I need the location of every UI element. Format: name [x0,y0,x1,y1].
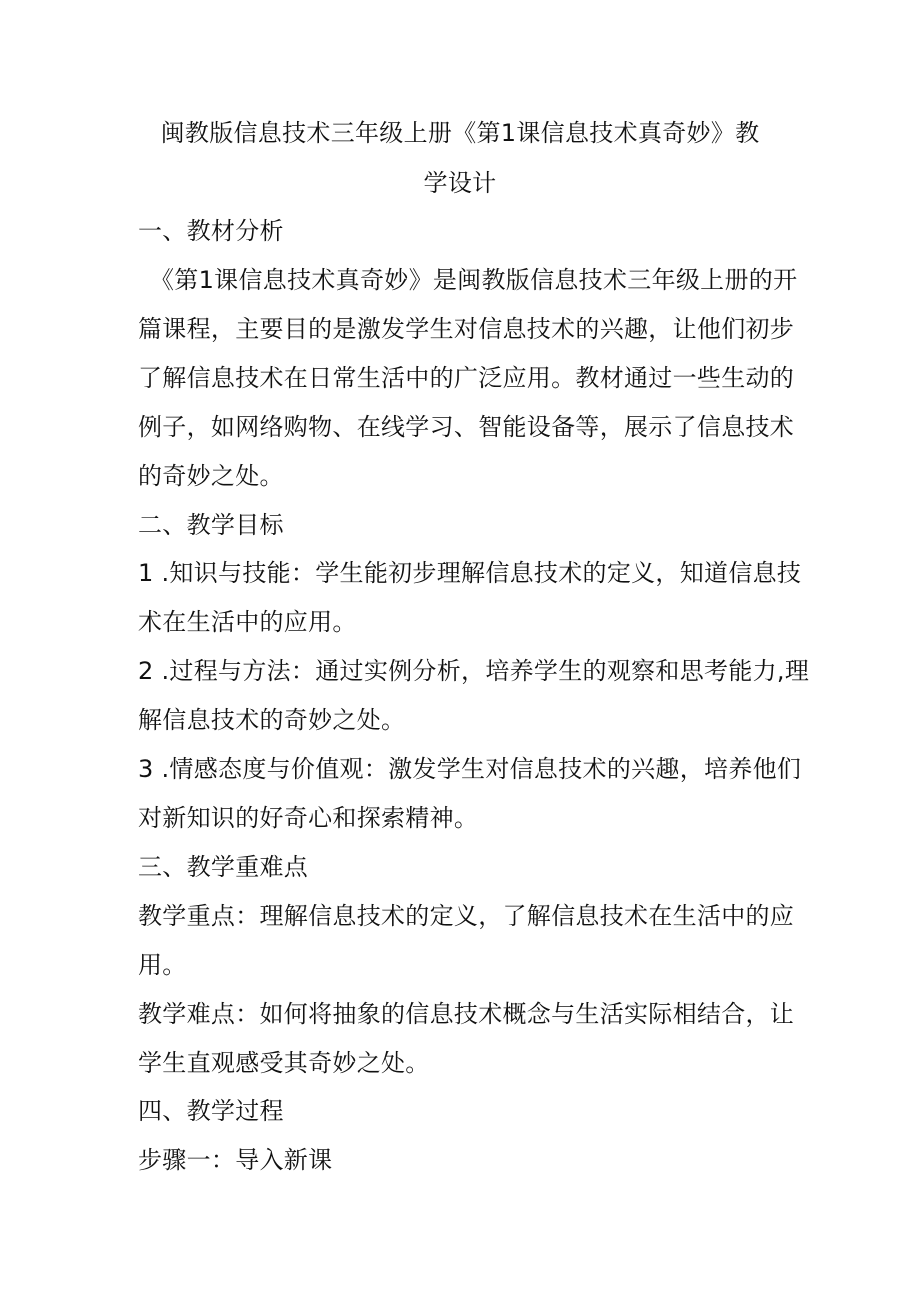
goal-item-line: 解信息技术的奇妙之处。 [138,706,406,734]
key-point-line: 教学重点：理解信息技术的定义，了解信息技术在生活中的应 [138,902,795,930]
paragraph-line: 篇课程，主要目的是激发学生对信息技术的兴趣，让他们初步 [138,315,795,343]
difficult-point-line: 学生直观感受其奇妙之处。 [138,1049,430,1077]
section-heading-teaching-process: 四、教学过程 [138,1097,284,1125]
document-title-line-2: 学设计 [423,169,497,197]
document-title-line-1: 闽教版信息技术三年级上册《第1课信息技术真奇妙》教 [160,119,760,147]
section-heading-teaching-goals: 二、教学目标 [138,511,284,539]
paragraph-line: 了解信息技术在日常生活中的广泛应用。教材通过一些生动的 [138,364,795,392]
step-heading: 步骤一：导入新课 [138,1146,333,1174]
key-point-line: 用。 [138,951,187,979]
goal-item-line: 2 .过程与方法：通过实例分析，培养学生的观察和思考能力,理 [138,657,810,685]
paragraph-line: 的奇妙之处。 [138,462,284,490]
goal-item-line: 3 .情感态度与价值观：激发学生对信息技术的兴趣，培养他们 [138,755,802,783]
paragraph-line: 《第1课信息技术真奇妙》是闽教版信息技术三年级上册的开 [150,266,798,294]
goal-item-line: 对新知识的好奇心和探索精神。 [138,804,479,832]
section-heading-key-difficult-points: 三、教学重难点 [138,853,309,881]
goal-item-line: 1 .知识与技能：学生能初步理解信息技术的定义，知道信息技 [138,559,802,587]
section-heading-material-analysis: 一、教材分析 [138,217,284,245]
goal-item-line: 术在生活中的应用。 [138,608,357,636]
difficult-point-line: 教学难点：如何将抽象的信息技术概念与生活实际相结合，让 [138,1000,795,1028]
paragraph-line: 例子，如网络购物、在线学习、智能设备等，展示了信息技术 [138,413,795,441]
